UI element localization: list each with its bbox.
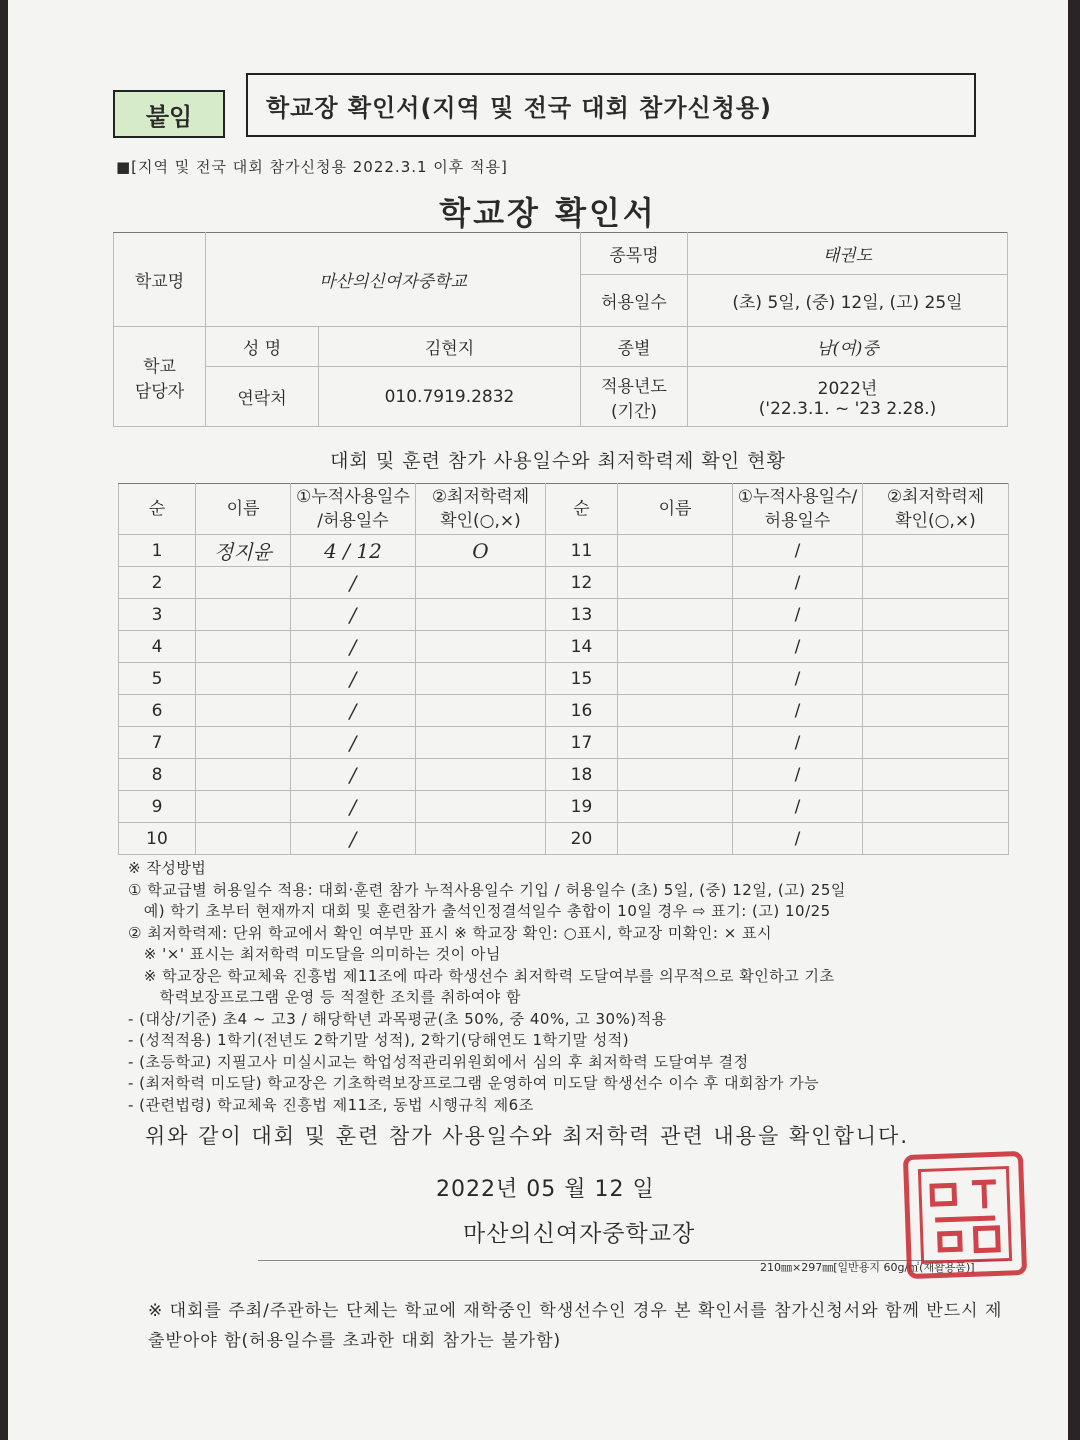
writing-instructions bbox=[128, 858, 1018, 1116]
header-name: 이름 bbox=[196, 484, 291, 535]
row-number: 9 bbox=[119, 791, 196, 823]
confirmation-statement: 위와 같이 대회 및 훈련 참가 사용일수와 최저학력 관련 내용을 확인합니다. bbox=[145, 1124, 910, 1148]
student-name-right bbox=[618, 823, 733, 855]
header-seq: 순 bbox=[119, 484, 196, 535]
cumulative-days: / bbox=[291, 567, 416, 599]
header-check-right: ②최저학력제 확인(○,×) bbox=[863, 484, 1009, 535]
cumulative-days: / bbox=[291, 599, 416, 631]
cumulative-days-right: / bbox=[733, 599, 863, 631]
min-academic-check-right bbox=[863, 759, 1009, 791]
student-name-right bbox=[618, 727, 733, 759]
header-name-right: 이름 bbox=[618, 484, 733, 535]
min-academic-check bbox=[416, 727, 546, 759]
row-number-right: 16 bbox=[546, 695, 618, 727]
instruction-line: ※ 학교장은 학교체육 진흥법 제11조에 따라 학생선수 최저학력 도달여부를 의무적으로 확인하고 기초 bbox=[128, 966, 835, 985]
row-number-right: 17 bbox=[546, 727, 618, 759]
student-name-right bbox=[618, 759, 733, 791]
instruction-line: - (관련법령) 학교체육 진흥법 제11조, 동법 시행규칙 제6조 bbox=[128, 1095, 534, 1114]
header-check: ②최저학력제 확인(○,×) bbox=[416, 484, 546, 535]
cumulative-days-right: / bbox=[733, 791, 863, 823]
form-size-info: 210㎜×297㎜[일반용지 60g/㎡(재활용품)] bbox=[760, 1261, 975, 1274]
gender-label: 종별 bbox=[581, 327, 688, 367]
table-row bbox=[119, 599, 1009, 631]
row-number-right: 13 bbox=[546, 599, 618, 631]
student-name bbox=[196, 567, 291, 599]
header-seq-right: 순 bbox=[546, 484, 618, 535]
table-row bbox=[119, 727, 1009, 759]
student-name: 정지윤 bbox=[196, 535, 291, 567]
student-name bbox=[196, 727, 291, 759]
min-academic-check-right bbox=[863, 599, 1009, 631]
row-number-right: 11 bbox=[546, 535, 618, 567]
year-label: 적용년도 (기간) bbox=[581, 367, 688, 427]
student-name bbox=[196, 759, 291, 791]
row-number: 3 bbox=[119, 599, 196, 631]
attachment-badge: 붙임 bbox=[113, 90, 225, 138]
document-title: 학교장 확인서 bbox=[439, 194, 657, 232]
school-label: 학교명 bbox=[114, 233, 206, 327]
principal-name: 마산의신여자중학교장 bbox=[463, 1221, 696, 1247]
row-number: 1 bbox=[119, 535, 196, 567]
student-name-right bbox=[618, 631, 733, 663]
participation-table bbox=[118, 483, 1009, 855]
min-academic-check bbox=[416, 759, 546, 791]
row-number: 6 bbox=[119, 695, 196, 727]
contact-value: 010.7919.2832 bbox=[319, 367, 581, 427]
school-name: 마산의신여자중학교 bbox=[206, 233, 581, 327]
instruction-line: - (최저학력 미도달) 학교장은 기초학력보장프로그램 운영하여 미도달 학생선수 이수 후 대회참가 가능 bbox=[128, 1074, 820, 1092]
cumulative-days-right: / bbox=[733, 695, 863, 727]
instruction-line: - (대상/기준) 초4 ~ 고3 / 해당학년 과목평균(초 50%, 중 40%, 고 30%)적용 bbox=[128, 1009, 667, 1028]
event-label: 종목명 bbox=[581, 233, 688, 275]
allowed-days-value: (초) 5일, (중) 12일, (고) 25일 bbox=[688, 275, 1008, 327]
row-number-right: 14 bbox=[546, 631, 618, 663]
min-academic-check bbox=[416, 791, 546, 823]
cumulative-days: / bbox=[291, 727, 416, 759]
table-row bbox=[119, 631, 1009, 663]
student-name bbox=[196, 791, 291, 823]
seal-pattern bbox=[913, 1161, 1017, 1268]
cumulative-days-right: / bbox=[733, 727, 863, 759]
gender-value: 남(여)중 bbox=[688, 327, 1008, 367]
min-academic-check-right bbox=[863, 567, 1009, 599]
table-row bbox=[119, 695, 1009, 727]
cumulative-days-right: / bbox=[733, 823, 863, 855]
student-name bbox=[196, 599, 291, 631]
instruction-line: - (성적적용) 1학기(전년도 2학기말 성적), 2학기(당해연도 1학기말 성적) bbox=[128, 1031, 630, 1049]
instruction-line: ※ 작성방법 bbox=[128, 859, 207, 877]
instruction-line: 학력보장프로그램 운영 등 적절한 조치를 취하여야 함 bbox=[128, 988, 521, 1006]
row-number-right: 19 bbox=[546, 791, 618, 823]
student-name bbox=[196, 631, 291, 663]
student-name bbox=[196, 695, 291, 727]
row-number: 5 bbox=[119, 663, 196, 695]
table-row bbox=[119, 823, 1009, 855]
instruction-line: ※ '×' 표시는 최저학력 미도달을 의미하는 것이 아님 bbox=[128, 945, 501, 963]
cumulative-days: / bbox=[291, 823, 416, 855]
min-academic-check-right bbox=[863, 727, 1009, 759]
student-name-right bbox=[618, 567, 733, 599]
min-academic-check bbox=[416, 695, 546, 727]
name-label: 성 명 bbox=[206, 327, 319, 367]
row-number-right: 12 bbox=[546, 567, 618, 599]
min-academic-check-right bbox=[863, 535, 1009, 567]
min-academic-check-right bbox=[863, 791, 1009, 823]
student-name-right bbox=[618, 663, 733, 695]
staff-label: 학교 담당자 bbox=[114, 327, 206, 427]
student-name bbox=[196, 823, 291, 855]
cumulative-days: 4 / 12 bbox=[291, 535, 416, 567]
school-seal bbox=[903, 1151, 1027, 1279]
application-note: ■[지역 및 전국 대회 참가신청용 2022.3.1 이후 적용] bbox=[116, 158, 508, 176]
instruction-line: ① 학교급별 허용일수 적용: 대회·훈련 참가 누적사용일수 기입 / 허용일수 (초) 5일, (중) 12일, (고) 25일 bbox=[128, 880, 846, 899]
min-academic-check-right bbox=[863, 695, 1009, 727]
cumulative-days-right: / bbox=[733, 759, 863, 791]
cumulative-days: / bbox=[291, 695, 416, 727]
student-name-right bbox=[618, 535, 733, 567]
header-days: ①누적사용일수 /허용일수 bbox=[291, 484, 416, 535]
table-row bbox=[119, 535, 1009, 567]
row-number: 8 bbox=[119, 759, 196, 791]
cumulative-days-right: / bbox=[733, 535, 863, 567]
cumulative-days: / bbox=[291, 631, 416, 663]
cumulative-days: / bbox=[291, 663, 416, 695]
header-days-right: ①누적사용일수/ 허용일수 bbox=[733, 484, 863, 535]
instruction-line: - (초등학교) 지필고사 미실시교는 학업성적관리위원회에서 심의 후 최저학력 도달여부 결정 bbox=[128, 1052, 749, 1071]
min-academic-check bbox=[416, 663, 546, 695]
cumulative-days-right: / bbox=[733, 631, 863, 663]
year-value: 2022년 ('22.3.1. ~ '23 2.28.) bbox=[688, 367, 1008, 427]
footer-note: ※ 대회를 주최/주관하는 단체는 학교에 재학중인 학생선수인 경우 본 확인서를 참가신청서와 함께 반드시 제출받아야 함(허용일수를 초과한 대회 참가는 불가함) bbox=[148, 1301, 1003, 1351]
table-row bbox=[119, 759, 1009, 791]
table-row bbox=[119, 663, 1009, 695]
event-value: 태권도 bbox=[688, 233, 1008, 275]
min-academic-check-right bbox=[863, 631, 1009, 663]
min-academic-check-right bbox=[863, 663, 1009, 695]
row-number: 4 bbox=[119, 631, 196, 663]
table-row bbox=[119, 567, 1009, 599]
student-name-right bbox=[618, 791, 733, 823]
min-academic-check: O bbox=[416, 535, 546, 567]
table-row bbox=[119, 791, 1009, 823]
row-number: 2 bbox=[119, 567, 196, 599]
instruction-line: 예) 학기 초부터 현재까지 대회 및 훈련참가 출석인정결석일수 총합이 10일 경우 ⇨ 표기: (고) 10/25 bbox=[128, 902, 831, 920]
min-academic-check-right bbox=[863, 823, 1009, 855]
header-title: 학교장 확인서(지역 및 전국 대회 참가신청용) bbox=[246, 73, 976, 137]
row-number: 10 bbox=[119, 823, 196, 855]
cumulative-days-right: / bbox=[733, 567, 863, 599]
row-number: 7 bbox=[119, 727, 196, 759]
signature-date: 2022년 05 월 12 일 bbox=[436, 1177, 655, 1202]
student-name-right bbox=[618, 599, 733, 631]
min-academic-check bbox=[416, 823, 546, 855]
info-table bbox=[113, 232, 1008, 427]
row-number-right: 15 bbox=[546, 663, 618, 695]
name-value: 김현지 bbox=[319, 327, 581, 367]
min-academic-check bbox=[416, 631, 546, 663]
cumulative-days-right: / bbox=[733, 663, 863, 695]
row-number-right: 18 bbox=[546, 759, 618, 791]
cumulative-days: / bbox=[291, 791, 416, 823]
min-academic-check bbox=[416, 599, 546, 631]
allowed-days-label: 허용일수 bbox=[581, 275, 688, 327]
student-name-right bbox=[618, 695, 733, 727]
section-title: 대회 및 훈련 참가 사용일수와 최저학력제 확인 현황 bbox=[330, 450, 786, 472]
cumulative-days: / bbox=[291, 759, 416, 791]
instruction-line: ② 최저학력제: 단위 학교에서 확인 여부만 표시 ※ 학교장 확인: ○표시, 학교장 미확인: × 표시 bbox=[128, 923, 773, 942]
row-number-right: 20 bbox=[546, 823, 618, 855]
min-academic-check bbox=[416, 567, 546, 599]
contact-label: 연락처 bbox=[206, 367, 319, 427]
student-name bbox=[196, 663, 291, 695]
